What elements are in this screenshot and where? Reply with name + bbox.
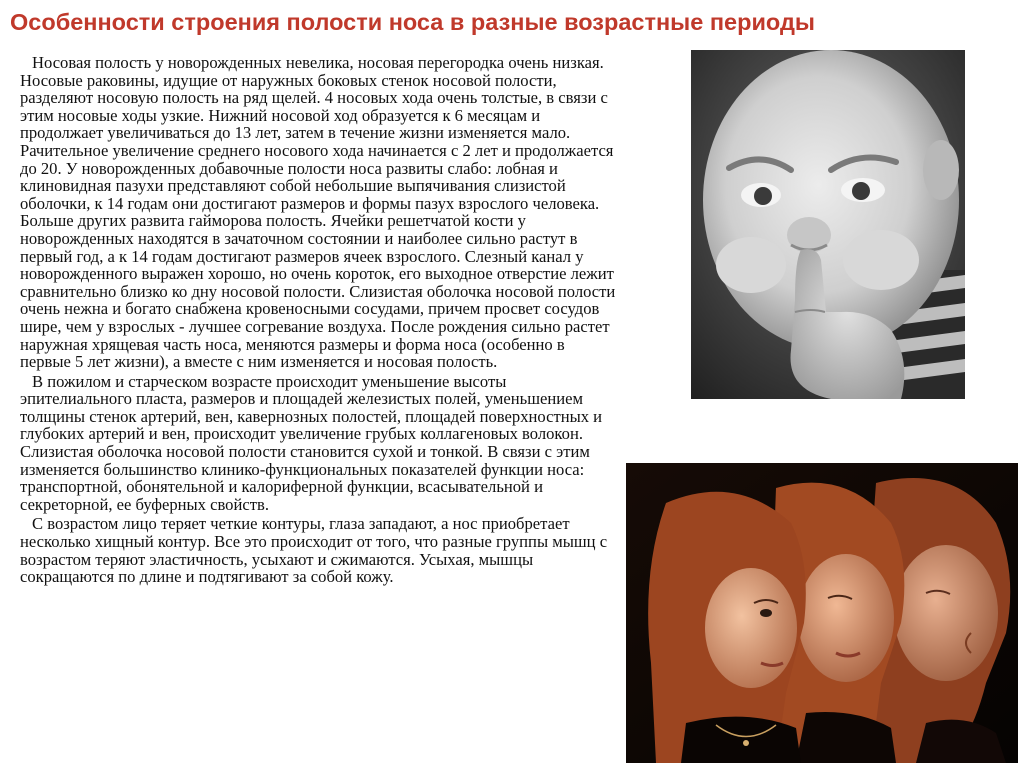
paragraph-newborn: Носовая полость у новорожденных невелика, носовая перегородка очень низкая. Носовые раковины, идущие от наружных боковых стенок носовой полости, разделяют носовую полость на ряд щелей. 4 носовых хода очень толстые, в связи с этим носовые ходы узкие. Нижний носовой ход образуется к 6 месяцам и продолжает увеличиваться до 13 лет, затем в течение жизни изменяется мало. Рачительное увеличение среднего носового хода начинается с 2 лет и продолжается до 20. У новорожденных добавочные полости носа развиты слабо: лобная и клиновидная пазухи представляют собой небольшие выпячивания слизистой оболочки, к 14 годам они достигают размеров и формы пазух взрослого человека. Больше других развита гайморова полость. Ячейки решетчатой кости у новорожденных находятся в зачаточном состоянии и наиболее сильно растут в первый год, а к 14 годам достигают размеров ячеек взрослого. Слезный канал у новорожденного выражен хорошо, но очень короток, его выходное отверстие лежит сравнительно близко ко дну носовой полости. Слизистая оболочка носовой полости очень нежна и богато снабжена кровеносными сосудами, причем просвет сосудов шире, чем у взрослых - лучшее согревание воздуха. После рождения сильно растет наружная хрящевая часть носа, меняются размеры и форма носа (особенно в первые 5 лет жизни), а вместе с ним изменяется и носовая полость. [20, 53, 616, 372]
three-generations-photo-image [626, 463, 1018, 763]
three-generations-photo [626, 463, 1018, 763]
slide-title: Особенности строения полости носа в разные возрастные периоды [10, 9, 815, 35]
body-text [12, 54, 618, 586]
paragraph-elderly: В пожилом и старческом возрасте происходит уменьшение высоты эпителиального пласта, размеров и площадей железистых полей, уменьшением толщины стенок артерий, вен, кавернозных полостей, площадей поверхностных и глубоких артерий и вен, происходит увеличение грубых коллагеновых волокон. Слизистая оболочка носовой полости становится сухой и тонкой. В связи с этим изменяется большинство клинико-функциональных показателей функции носа: транспортной, обонятельной и калориферной функции, всасывательной и секреторной, ее буферных свойств. [20, 371, 603, 514]
baby-photo [691, 50, 965, 399]
baby-photo-image [691, 50, 965, 399]
paragraph-aging-face: С возрастом лицо теряет четкие контуры, глаза западают, а нос приобретает несколько хищный контур. Все это происходит от того, что разные группы мышц с возрастом теряют эластичность, усыхают и сжимаются. Усыхая, мышцы сокращаются по длине и подтягивают за собой кожу. [20, 514, 608, 587]
